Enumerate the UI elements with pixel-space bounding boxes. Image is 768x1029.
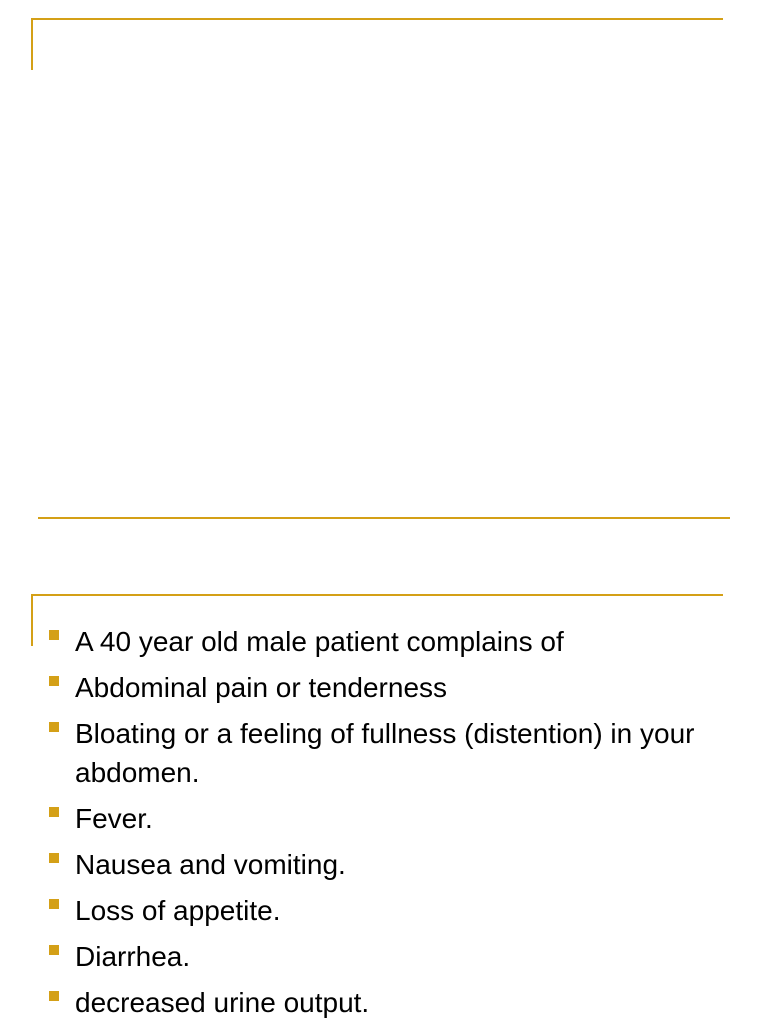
square-bullet-icon bbox=[49, 807, 59, 817]
slide-1-top-rule bbox=[31, 18, 723, 20]
bullet-text: Abdominal pain or tenderness bbox=[75, 672, 448, 703]
bullet-text: Bloating or a feeling of fullness (distention) in your abdomen. bbox=[75, 718, 695, 788]
square-bullet-icon bbox=[49, 722, 59, 732]
bullet-text: Nausea and vomiting. bbox=[75, 849, 346, 880]
bullet-item bbox=[46, 845, 736, 884]
square-bullet-icon bbox=[49, 991, 59, 1001]
bullet-text: Diarrhea. bbox=[75, 941, 191, 972]
bullet-item bbox=[46, 937, 736, 976]
symptom-bullet-list bbox=[46, 622, 736, 1029]
square-bullet-icon bbox=[49, 853, 59, 863]
square-bullet-icon bbox=[49, 945, 59, 955]
slide-2-left-rule bbox=[31, 594, 33, 646]
bullet-text: decreased urine output. bbox=[75, 987, 370, 1018]
square-bullet-icon bbox=[49, 630, 59, 640]
slide-2 bbox=[0, 512, 768, 1024]
slide-1 bbox=[0, 0, 768, 512]
bullet-item bbox=[46, 622, 736, 661]
bullet-item bbox=[46, 668, 736, 707]
bullet-text: Fever. bbox=[75, 803, 153, 834]
slide-1-left-rule bbox=[31, 18, 33, 70]
square-bullet-icon bbox=[49, 899, 59, 909]
bullet-item bbox=[46, 799, 736, 838]
bullet-text: Loss of appetite. bbox=[75, 895, 281, 926]
square-bullet-icon bbox=[49, 676, 59, 686]
bullet-item bbox=[46, 983, 736, 1022]
bullet-item bbox=[46, 714, 736, 792]
slide-2-top-rule bbox=[31, 594, 723, 596]
bullet-item bbox=[46, 891, 736, 930]
bullet-text: A 40 year old male patient complains of bbox=[75, 626, 564, 657]
